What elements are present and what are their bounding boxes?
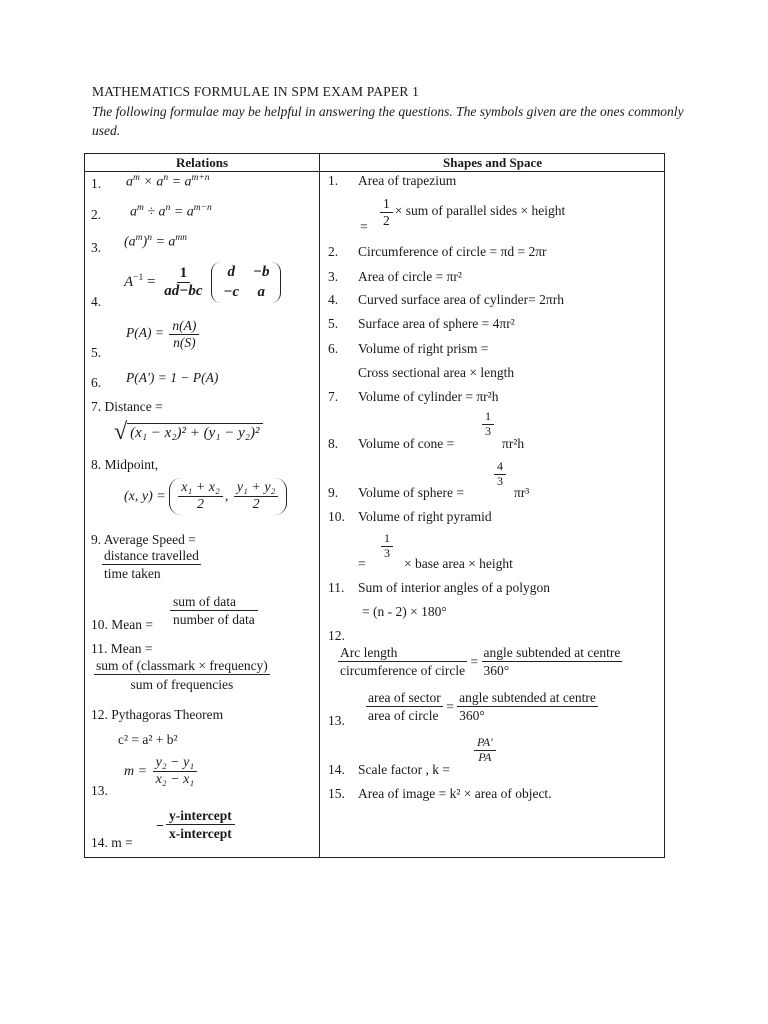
pyramid-volume-label: Volume of right pyramid (358, 509, 492, 524)
shape-number: 11. (328, 580, 345, 595)
formula-complement-probability: P(A') = 1 − P(A) (126, 370, 219, 385)
shapes-heading: Shapes and Space (443, 155, 542, 170)
formula-mean: sum of data number of data (170, 594, 258, 628)
formula-gradient-intercepts: − y-intercept x-intercept (156, 808, 235, 842)
formula-arc-length: Arc length circumference of circle = angle subtended at centre 360° (340, 645, 621, 678)
sphere-fraction: $\frac{4}{3}$ (492, 460, 508, 489)
formula-sector-area: area of sector area of circle = angle subtended at centre 360° (368, 690, 596, 723)
sphere-volume-rest: πr³ (514, 485, 530, 500)
polygon-angles-formula: = (n - 2) × 180° (362, 604, 447, 619)
prism-volume-label: Volume of right prism = (358, 341, 489, 356)
cone-volume-rest: πr²h (502, 436, 525, 451)
shape-number: 2. (328, 244, 339, 259)
shape-number: 6. (328, 341, 339, 356)
cone-volume-label: Volume of cone = (358, 436, 455, 451)
equals-sign: = (360, 219, 368, 234)
relation-number: 1. (91, 176, 102, 191)
shape-number: 7. (328, 389, 339, 404)
sphere-volume-label: Volume of sphere = (358, 485, 464, 500)
shape-number: 9. (328, 485, 339, 500)
mean-label: 10. Mean = (91, 617, 153, 632)
midpoint-label: 8. Midpoint, (91, 457, 159, 472)
shape-number: 1. (328, 173, 339, 188)
formula-trapezium: $\frac{1}{2}$ × sum of parallel sides × height (378, 196, 565, 228)
shape-number: 3. (328, 269, 339, 284)
formula-midpoint: (x, y) = $\frac{\text{x₁ + x₂}}{2}$ , $\frac{\text{y₁ + y₂}}{2}$ (124, 478, 287, 515)
formula-exponent-power: $(a^m)^n = a^{mn}$ (124, 233, 188, 250)
shape-number: 8. (328, 436, 339, 451)
grouped-mean-label: 11. Mean = (91, 641, 153, 656)
shape-number: 12. (328, 628, 345, 643)
column-divider (319, 154, 320, 857)
page-title: MATHEMATICS FORMULAE IN SPM EXAM PAPER 1 (92, 84, 420, 99)
relation-number: 5. (91, 345, 102, 360)
cone-fraction: $\frac{1}{3}$ (480, 410, 496, 439)
sphere-surface-formula: Surface area of sphere = 4πr² (358, 316, 515, 331)
cylinder-surface-formula: Curved surface area of cylinder= 2πrh (358, 292, 564, 307)
formula-pythagoras: c² = a² + b² (118, 732, 178, 747)
formula-grouped-mean: sum of (classmark × frequency) sum of frequencies (96, 658, 268, 692)
header-divider (85, 171, 664, 172)
formula-distance: √ (x₁ − x₂)² + (y₁ − y₂)² (114, 419, 263, 446)
trapezium-label: Area of trapezium (358, 173, 457, 188)
cylinder-volume-formula: Volume of cylinder = πr²h (358, 389, 499, 404)
scale-factor-fraction: $\frac{PA'}{PA}$ (472, 736, 498, 765)
circumference-formula: Circumference of circle = πd = 2πr (358, 244, 547, 259)
relations-heading: Relations (176, 155, 228, 170)
pyramid-volume-rest: × base area × height (404, 556, 513, 571)
intro-text: The following formulae may be helpful in answering the questions. The symbols given are the ones commonly used. (92, 104, 684, 138)
formula-probability: P(A) = $\frac{n(A)}{n(S)}$ (126, 318, 201, 350)
formula-exponent-quotient: $a^m \div a^n = a^{m-n}$ (130, 203, 212, 220)
gradient-label: 14. m = (91, 835, 133, 850)
formula-exponent-product: $a^m \times a^n = a^{m+n}$ (126, 173, 210, 190)
shape-number: 15. (328, 786, 345, 801)
average-speed-label: 9. Average Speed = (91, 532, 196, 547)
pyramid-fraction: $\frac{1}{3}$ (379, 532, 395, 561)
distance-label: 7. Distance = (91, 399, 163, 414)
shape-number: 4. (328, 292, 339, 307)
formula-gradient: m = $\frac{\text{y₂ − y₁}}{\text{x₂ − x₁}}$ (124, 755, 199, 788)
shape-number: 10. (328, 509, 345, 524)
formula-inverse-matrix: $A^{-1}$ = $\frac{1}{ad-bc}$ d −b −c a (124, 262, 281, 303)
image-area-formula: Area of image = k² × area of object. (358, 786, 552, 801)
relation-number: 13. (91, 783, 108, 798)
relation-number: 4. (91, 294, 102, 309)
pythagoras-label: 12. Pythagoras Theorem (91, 707, 224, 722)
relation-number: 3. (91, 240, 102, 255)
circle-area-formula: Area of circle = πr² (358, 269, 462, 284)
equals-sign: = (358, 556, 366, 571)
formula-average-speed: distance travelled time taken (104, 548, 199, 581)
prism-volume-formula: Cross sectional area × length (358, 365, 515, 380)
polygon-angles-label: Sum of interior angles of a polygon (358, 580, 550, 595)
shape-number: 13. (328, 713, 345, 728)
scale-factor-label: Scale factor , k = (358, 762, 450, 777)
relation-number: 6. (91, 375, 102, 390)
shape-number: 5. (328, 316, 339, 331)
shape-number: 14. (328, 762, 345, 777)
relation-number: 2. (91, 207, 102, 222)
matrix-2x2: d −b −c a (211, 262, 281, 303)
